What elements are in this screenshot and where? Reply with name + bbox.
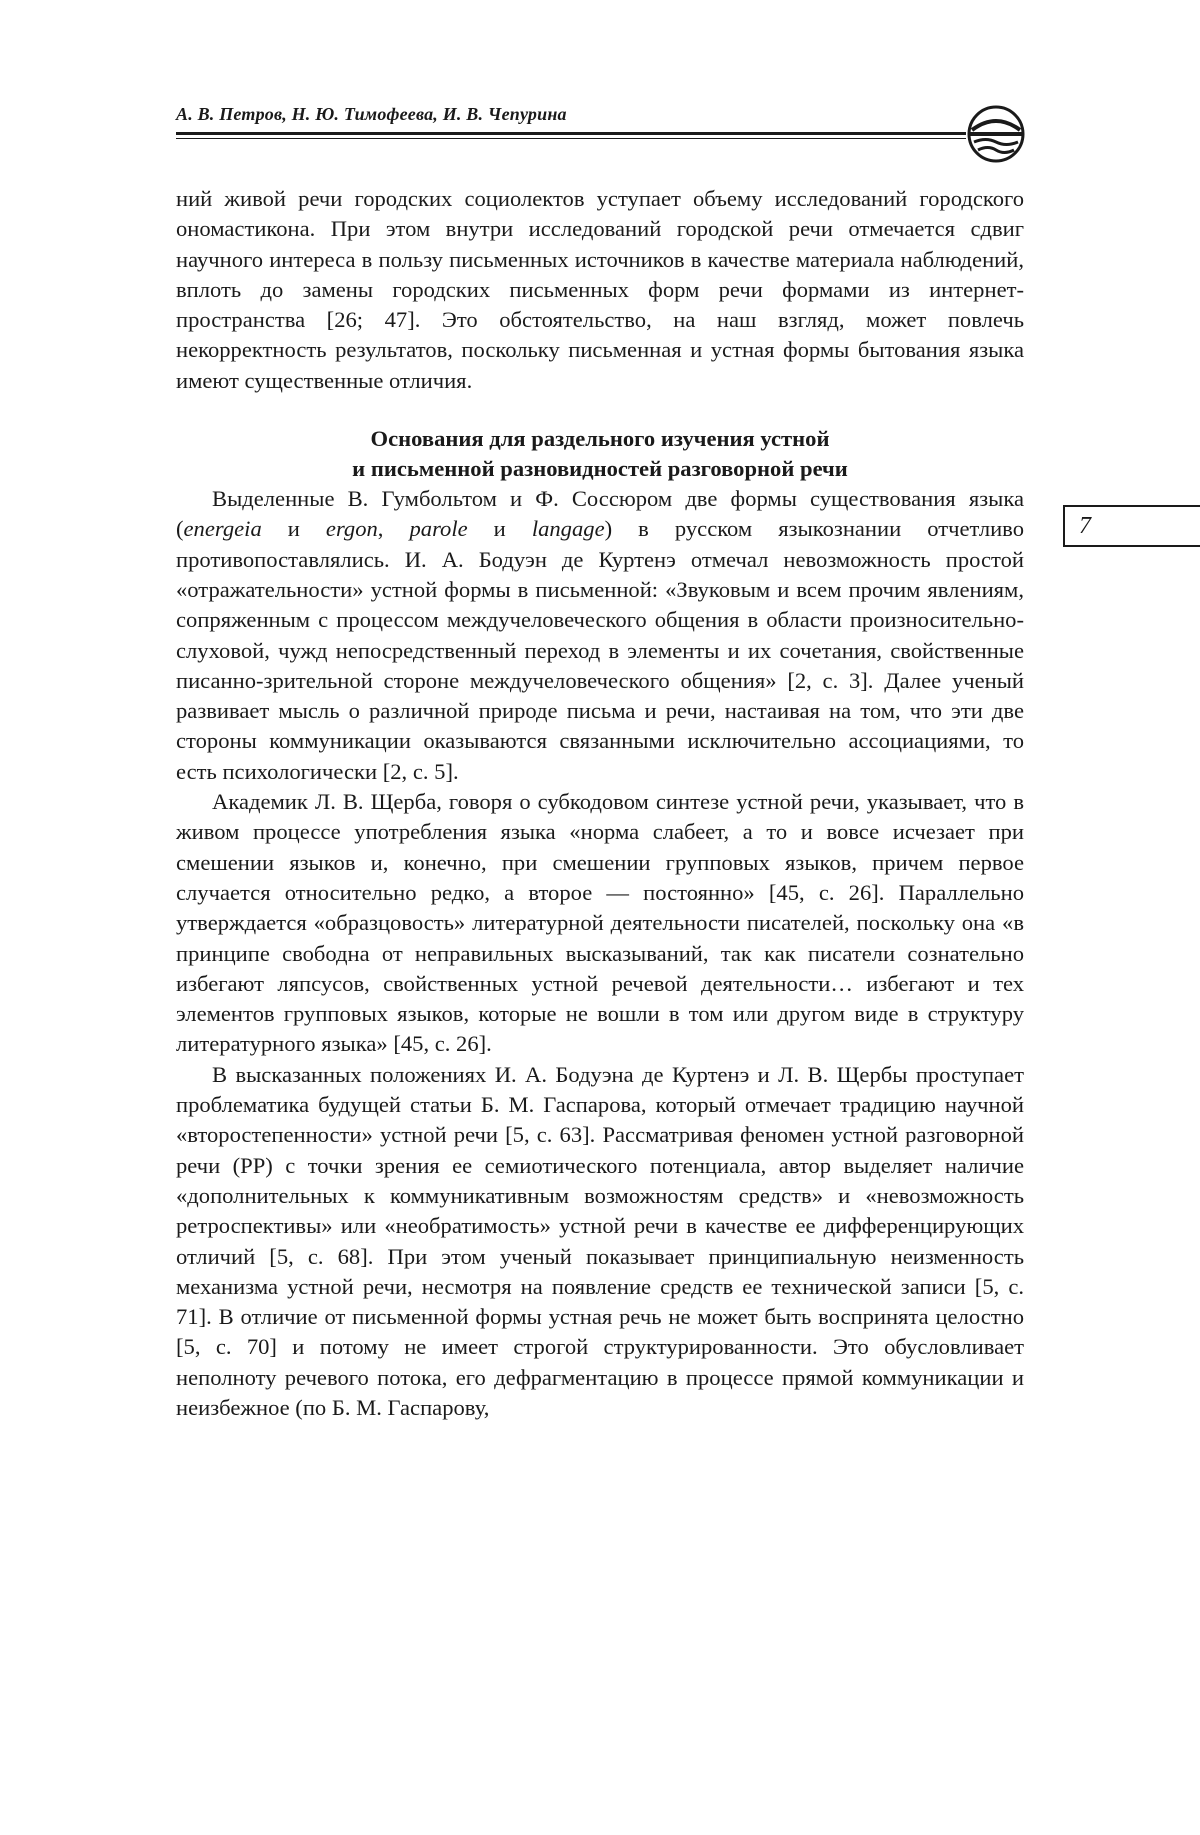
p1-text-b: ) в русском языкознании отчетливо противопоставлялись. И. А. Бодуэн де Куртенэ отмечал невозможность простой «отражательности» устной формы в письменной: «Звуковым и всем прочим явлениям, сопряженным с процессом междучеловеческого общения в области произносительно-слуховой, чужд непосредственный переход в элементы и их сочетания, свойственные писанно-зрительной стороне междучеловеческого общения» [2, с. 3]. Далее ученый развивает мысль о различной природе письма и речи, настаивая на том, что эти две стороны коммуникации оказываются связанными исключительно ассоциациями, то есть психологически [2, с. 5]. — [176, 516, 1024, 784]
term-parole: parole — [409, 516, 468, 542]
term-ergon: ergon — [325, 516, 378, 542]
paragraph-continued: ний живой речи городских социолектов уступает объему исследований городского ономастикона. При этом внутри исследований городской речи отмечается сдвиг научного интереса в пользу письменных источников в качестве материала наблюдений, вплоть до замены городских письменных форм речи формами из интернет-пространства [26; 47]. Это обстоятельство, на наш взгляд, может повлечь некорректность результатов, поскольку письменная и устная формы бытования языка имеют существенные отличия. — [176, 186, 1024, 393]
header-rule-thick — [176, 132, 966, 135]
p1-and-1: и — [261, 516, 326, 542]
page-number: 7 — [1079, 513, 1091, 539]
paragraph-3: В высказанных положениях И. А. Бодуэна де Куртенэ и Л. В. Щербы проступает проблематика будущей статьи Б. М. Гаспарова, который отмечает традицию научной «второстепенности» устной речи [5, с. 63]. Рассматривая феномен устной разговорной речи (РР) с точки зрения ее семиотического потенциала, автор выделяет наличие «дополнительных к коммуникативным возможностям средств» и «невозможность ретроспективы» или «необратимость» устной речи в качестве ее дифференцирующих отличий [5, с. 68]. При этом ученый показывает принципиальную неизменность механизма устной речи, несмотря на появление средств ее технической записи [5, с. 71]. В отличие от письменной формы устная речь не может быть воспринята целостно [5, с. 70] и потому не имеет строгой структурированности. Это обусловливает неполноту речевого потока, его дефрагментацию в процессе прямой коммуникации и неизбежное (по Б. М. Гаспарову, — [176, 1061, 1024, 1420]
p1-comma: , — [377, 516, 410, 542]
running-header — [176, 104, 1026, 144]
paragraph-2: Академик Л. В. Щерба, говоря о субкодовом синтезе устной речи, указывает, что в живом процессе употребления языка «норма слабеет, а то и вовсе исчезает при смешении языков и, конечно, при смешении групповых языков, причем первое случается относительно редко, а второе — постоянно» [45, с. 26]. Параллельно утверждается «образцовость» литературной деятельности писателей, поскольку она «в принципе свободна от неправильных высказываний, так как писатели сознательно избегают ляпсусов, свойственных устной речевой деятельности… избегают и тех элементов групповых языков, которые не вошли в том или другом виде в структуру литературного языка» [45, с. 26]. — [176, 789, 1024, 1057]
p1-text-a: Выделенные В. Гумбольтом и Ф. Соссюром две формы существования языка ( — [176, 486, 1024, 542]
section-heading — [176, 424, 1024, 484]
paragraph-1 — [176, 484, 1024, 787]
term-langage: langage — [531, 516, 605, 542]
p1-and-2: и — [467, 516, 532, 542]
term-energeia: energeia — [183, 516, 262, 542]
running-header-authors: А. В. Петров, Н. Ю. Тимофеева, И. В. Чепурина — [176, 104, 567, 124]
wave-emblem-icon — [966, 104, 1026, 164]
section-heading-line-2: и письменной разновидностей разговорной речи — [352, 456, 848, 482]
body-text — [176, 184, 1024, 1423]
section-heading-line-1: Основания для раздельного изучения устной — [370, 426, 830, 452]
page-number-tab — [1063, 505, 1200, 547]
header-rule-thin — [176, 138, 966, 139]
